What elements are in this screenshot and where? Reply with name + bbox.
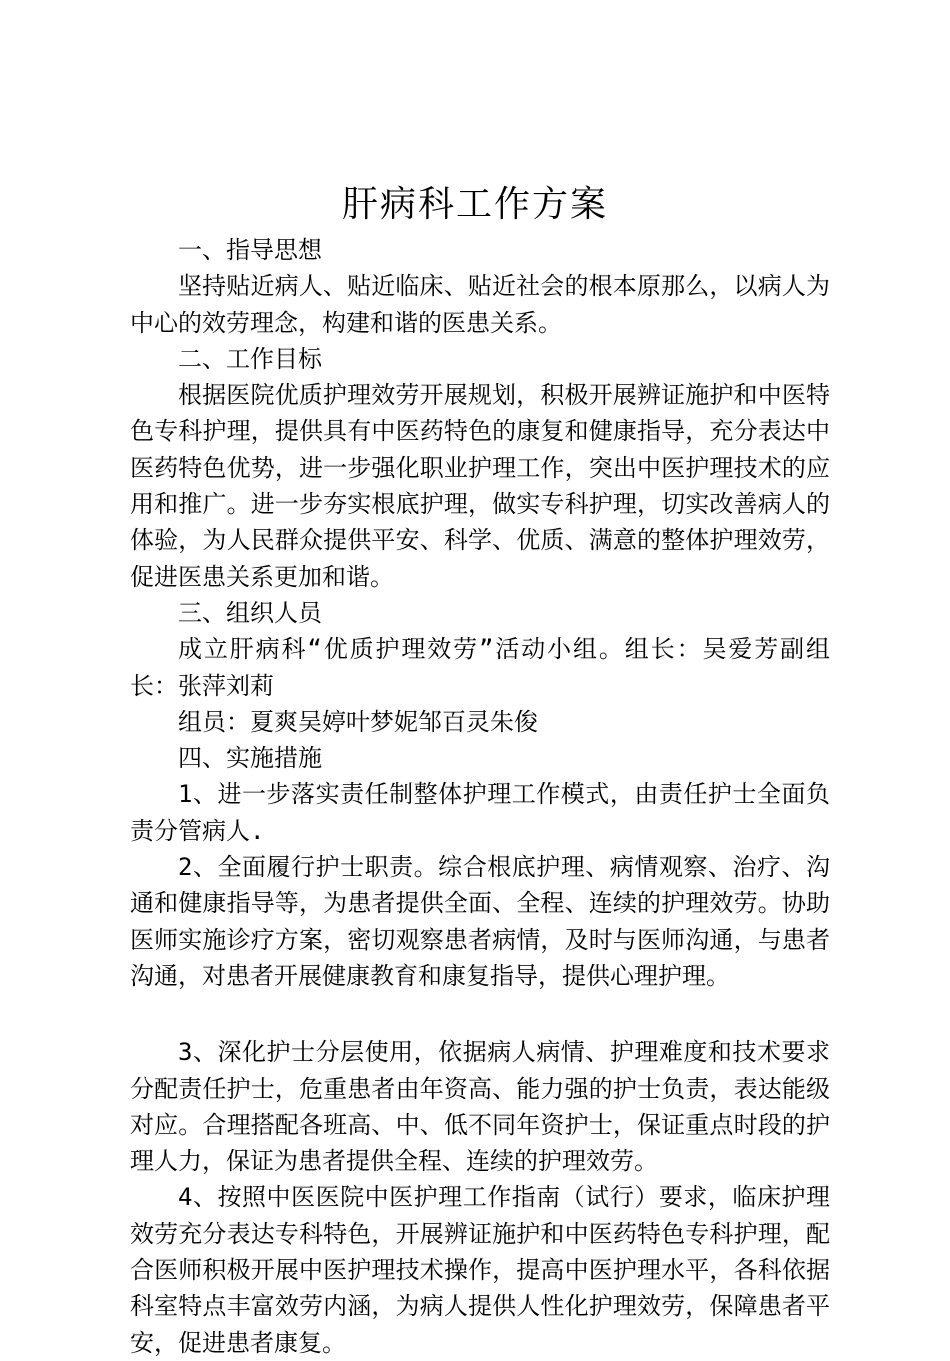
section-heading-organization: 三、组织人员 [178,598,322,627]
paragraph-guiding-thought: 坚持贴近病人、贴近临床、贴近社会的根本原那么，以病人为中心的效劳理念，构建和谐的医患关系。 [130,272,830,337]
blank-gap [130,994,830,1034]
section-heading-guiding-thought: 一、指导思想 [178,236,322,264]
paragraph-measure-3: 3、深化护士分层使用，依据病人病情、护理难度和技术要求分配责任护士，危重患者由年资高、能力强的护士负责，表达能级对应。合理搭配各班高、中、低不同年资护士，保证重点时段的护理人力，保证为患者提供全程、连续的护理效劳。 [130,1038,830,1176]
document-body [130,232,830,1361]
paragraph-measure-1: 1、进一步落实责任制整体护理工作模式，由责任护士全面负责分管病人. [130,780,830,845]
paragraph-work-goals: 根据医院优质护理效劳开展规划，积极开展辨证施护和中医特色专科护理，提供具有中医药特色的康复和健康指导，充分表达中医药特色优势，进一步强化职业护理工作，突出中医护理技术的应用和推广。进一步夯实根底护理，做实专科护理，切实改善病人的体验，为人民群众提供平安、科学、优质、满意的整体护理效劳，促进医患关系更加和谐。 [130,381,830,591]
paragraph-measure-2: 2、全面履行护士职责。综合根底护理、病情观察、治疗、沟通和健康指导等，为患者提供全面、全程、连续的护理效劳。协助医师实施诊疗方案，密切观察患者病情，及时与医师沟通，与患者沟通，对患者开展健康教育和康复指导，提供心理护理。 [130,853,830,990]
document-title: 肝病科工作方案 [341,184,608,225]
paragraph-group-leaders: 成立肝病科“优质护理效劳”活动小组。组长：吴爱芳副组长：张萍刘莉 [130,635,830,700]
section-heading-measures: 四、实施措施 [178,744,322,773]
paragraph-measure-4: 4、按照中医医院中医护理工作指南（试行）要求，临床护理效劳充分表达专科特色，开展辨证施护和中医药特色专科护理，配合医师积极开展中医护理技术操作，提高中医护理水平，各科依据科室特点丰富效劳内涵，为病人提供人性化护理效劳，保障患者平安，促进患者康复。 [130,1183,830,1357]
paragraph-group-members: 组员：夏爽吴婷叶梦妮邹百灵朱俊 [178,707,538,736]
section-heading-work-goals: 二、工作目标 [178,344,322,373]
